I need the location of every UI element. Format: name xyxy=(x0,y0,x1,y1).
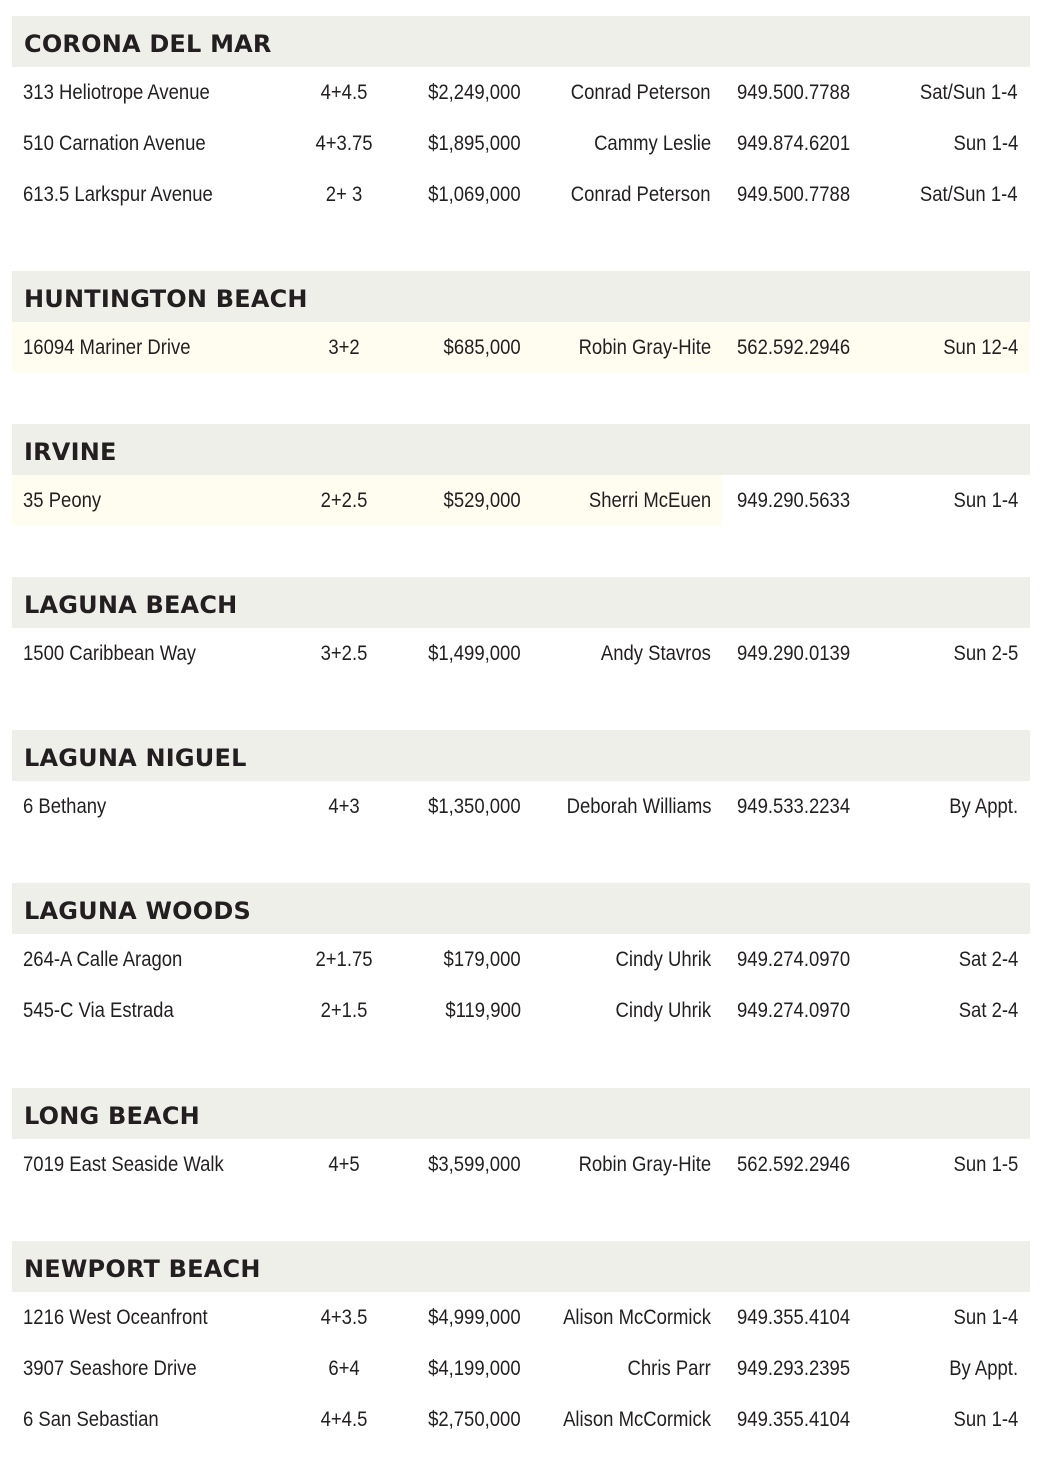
listing-address: 35 Peony xyxy=(23,488,102,512)
listing-price: $2,750,000 xyxy=(428,1407,521,1431)
listing-open-house: Sun 12-4 xyxy=(942,335,1018,359)
listing-open-house: By Appt. xyxy=(949,794,1018,818)
listing-open-house: Sat 2-4 xyxy=(958,998,1018,1022)
listing-phone: 949.293.2395 xyxy=(737,1356,851,1380)
listing-address: 1500 Caribbean Way xyxy=(23,641,197,665)
listing-agent: Chris Parr xyxy=(627,1356,711,1380)
listing-price: $4,199,000 xyxy=(428,1356,521,1380)
listing-price: $1,895,000 xyxy=(428,131,521,155)
city-header xyxy=(12,424,1030,475)
city-name: HUNTINGTON BEACH xyxy=(24,284,308,313)
listing-phone: 949.355.4104 xyxy=(737,1407,851,1431)
listing-phone: 949.290.0139 xyxy=(737,641,851,665)
listing-agent: Sherri McEuen xyxy=(588,488,711,512)
listing-agent: Alison McCormick xyxy=(563,1305,711,1329)
listing-agent: Cindy Uhrik xyxy=(615,947,711,971)
listing-address: 6 San Sebastian xyxy=(23,1407,159,1431)
listing-agent: Robin Gray-Hite xyxy=(578,1152,711,1176)
listing-row: 1500 Caribbean Way 3+2.5 $1,499,000 Andy Stavros 949.290.0139 Sun 2-5 xyxy=(12,628,1030,679)
section-laguna-niguel xyxy=(12,730,1030,832)
city-name: NEWPORT BEACH xyxy=(24,1254,261,1283)
listing-open-house: Sun 1-4 xyxy=(953,1305,1018,1329)
city-name: LAGUNA NIGUEL xyxy=(24,743,247,772)
listing-price: $119,900 xyxy=(445,998,521,1022)
listing-price: $2,249,000 xyxy=(428,80,521,104)
listing-phone: 949.500.7788 xyxy=(737,182,851,206)
listing-agent: Conrad Peterson xyxy=(571,182,711,206)
listing-phone: 562.592.2946 xyxy=(737,335,851,359)
section-irvine xyxy=(12,424,1030,526)
city-name: IRVINE xyxy=(24,437,117,466)
listing-address: 613.5 Larkspur Avenue xyxy=(23,182,213,206)
listing-open-house: Sun 1-5 xyxy=(953,1152,1018,1176)
listing-open-house: Sun 1-4 xyxy=(953,488,1018,512)
city-name: CORONA DEL MAR xyxy=(24,29,272,58)
listing-open-house: Sun 1-4 xyxy=(953,131,1018,155)
city-header xyxy=(12,16,1030,67)
listing-phone: 562.592.2946 xyxy=(737,1152,851,1176)
listing-row: 7019 East Seaside Walk 4+5 $3,599,000 Robin Gray-Hite 562.592.2946 Sun 1-5 xyxy=(12,1139,1030,1190)
listing-phone: 949.274.0970 xyxy=(737,947,851,971)
listing-open-house: Sun 2-5 xyxy=(953,641,1018,665)
section-huntington-beach xyxy=(12,271,1030,373)
listing-price: $529,000 xyxy=(443,488,521,512)
listing-agent: Robin Gray-Hite xyxy=(578,335,711,359)
listing-row: 545-C Via Estrada 2+1.5 $119,900 Cindy Uhrik 949.274.0970 Sat 2-4 xyxy=(12,985,1030,1036)
listing-phone: 949.533.2234 xyxy=(737,794,851,818)
section-laguna-woods xyxy=(12,883,1030,1036)
listing-address: 264-A Calle Aragon xyxy=(23,947,183,971)
listing-row: 6 San Sebastian 4+4.5 $2,750,000 Alison McCormick 949.355.4104 Sun 1-4 xyxy=(12,1394,1030,1445)
city-header xyxy=(12,1241,1030,1292)
city-header xyxy=(12,730,1030,781)
listing-open-house: By Appt. xyxy=(949,1356,1018,1380)
section-corona-del-mar xyxy=(12,16,1030,220)
listing-phone: 949.355.4104 xyxy=(737,1305,851,1329)
listing-agent: Cindy Uhrik xyxy=(615,998,711,1022)
listing-row: 35 Peony 2+2.5 $529,000 Sherri McEuen 949.290.5633 Sun 1-4 xyxy=(12,475,1030,526)
listing-row: 3907 Seashore Drive 6+4 $4,199,000 Chris Parr 949.293.2395 By Appt. xyxy=(12,1343,1030,1394)
listing-phone: 949.274.0970 xyxy=(737,998,851,1022)
city-header xyxy=(12,271,1030,322)
listing-open-house: Sat/Sun 1-4 xyxy=(920,80,1018,104)
listing-agent: Alison McCormick xyxy=(563,1407,711,1431)
listing-price: $4,999,000 xyxy=(428,1305,521,1329)
listing-row: 313 Heliotrope Avenue 4+4.5 $2,249,000 Conrad Peterson 949.500.7788 Sat/Sun 1-4 xyxy=(12,67,1030,118)
section-laguna-beach xyxy=(12,577,1030,679)
listing-phone: 949.290.5633 xyxy=(737,488,851,512)
listing-row: 264-A Calle Aragon 2+1.75 $179,000 Cindy Uhrik 949.274.0970 Sat 2-4 xyxy=(12,934,1030,985)
city-name: LAGUNA WOODS xyxy=(24,896,251,925)
listing-price: $685,000 xyxy=(443,335,521,359)
listing-price: $1,069,000 xyxy=(428,182,521,206)
listing-row: 510 Carnation Avenue 4+3.75 $1,895,000 Cammy Leslie 949.874.6201 Sun 1-4 xyxy=(12,118,1030,169)
listing-address: 6 Bethany xyxy=(23,794,107,818)
city-header xyxy=(12,883,1030,934)
listing-price: $1,350,000 xyxy=(428,794,521,818)
listing-phone: 949.874.6201 xyxy=(737,131,851,155)
listing-row: 6 Bethany 4+3 $1,350,000 Deborah Williams 949.533.2234 By Appt. xyxy=(12,781,1030,832)
city-header xyxy=(12,577,1030,628)
listing-row: 1216 West Oceanfront 4+3.5 $4,999,000 Alison McCormick 949.355.4104 Sun 1-4 xyxy=(12,1292,1030,1343)
listing-agent: Andy Stavros xyxy=(601,641,711,665)
city-header xyxy=(12,1088,1030,1139)
listing-open-house: Sat 2-4 xyxy=(958,947,1018,971)
listing-agent: Conrad Peterson xyxy=(571,80,711,104)
listing-row: 613.5 Larkspur Avenue 2+ 3 $1,069,000 Conrad Peterson 949.500.7788 Sat/Sun 1-4 xyxy=(12,169,1030,220)
listing-address: 545-C Via Estrada xyxy=(23,998,174,1022)
city-name: LONG BEACH xyxy=(24,1101,200,1130)
listing-agent: Cammy Leslie xyxy=(593,131,711,155)
listing-row: 16094 Mariner Drive 3+2 $685,000 Robin Gray-Hite 562.592.2946 Sun 12-4 xyxy=(12,322,1030,373)
listing-open-house: Sun 1-4 xyxy=(953,1407,1018,1431)
listing-price: $3,599,000 xyxy=(428,1152,521,1176)
section-newport-beach xyxy=(12,1241,1030,1445)
listing-open-house: Sat/Sun 1-4 xyxy=(920,182,1018,206)
listing-address: 7019 East Seaside Walk xyxy=(23,1152,224,1176)
listing-address: 1216 West Oceanfront xyxy=(23,1305,208,1329)
listing-phone: 949.500.7788 xyxy=(737,80,851,104)
city-name: LAGUNA BEACH xyxy=(24,590,238,619)
listing-address: 16094 Mariner Drive xyxy=(23,335,191,359)
listing-address: 510 Carnation Avenue xyxy=(23,131,206,155)
listing-price: $179,000 xyxy=(443,947,521,971)
listing-address: 3907 Seashore Drive xyxy=(23,1356,197,1380)
listing-agent: Deborah Williams xyxy=(566,794,711,818)
listing-price: $1,499,000 xyxy=(428,641,521,665)
section-long-beach xyxy=(12,1088,1030,1190)
listing-address: 313 Heliotrope Avenue xyxy=(23,80,210,104)
